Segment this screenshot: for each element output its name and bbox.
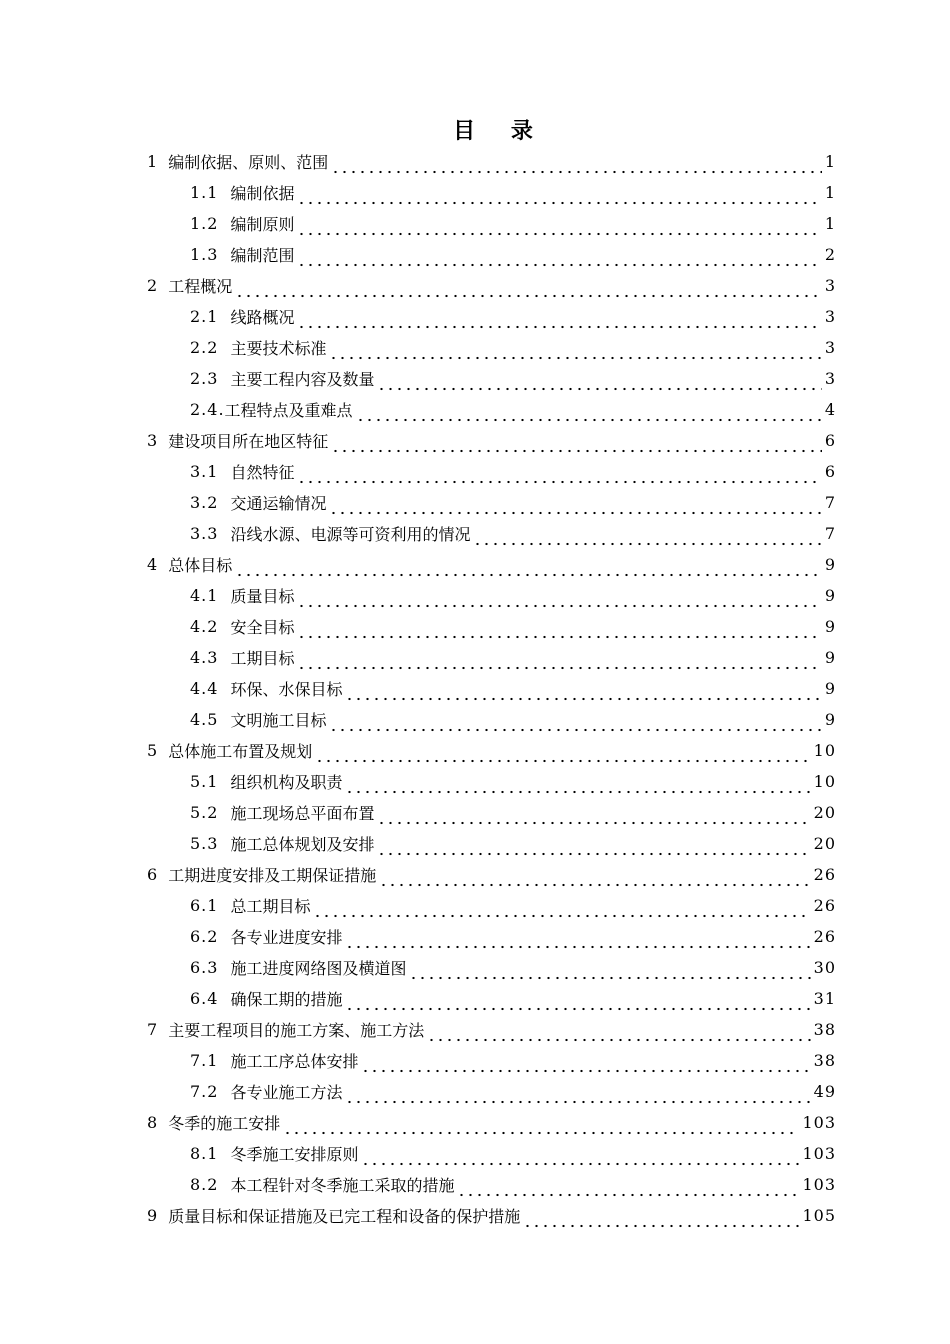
toc-entry-page-number: 105 bbox=[802, 1206, 836, 1225]
toc-entry[interactable] bbox=[0, 704, 836, 735]
toc-dot-leader bbox=[345, 685, 821, 701]
toc-dot-leader bbox=[345, 778, 810, 794]
toc-entry[interactable] bbox=[0, 1138, 836, 1169]
toc-entry-number: 7 bbox=[147, 1020, 159, 1039]
toc-entry[interactable] bbox=[0, 673, 836, 704]
toc-dot-leader bbox=[356, 406, 822, 422]
toc-entry-page-number: 6 bbox=[824, 462, 836, 481]
toc-entry-page-number: 20 bbox=[813, 803, 836, 822]
toc-entry-title: 各专业进度安排 bbox=[230, 928, 343, 947]
toc-entry-title: 编制范围 bbox=[230, 246, 295, 265]
toc-entry-page-number: 38 bbox=[813, 1051, 836, 1070]
toc-dot-leader bbox=[379, 871, 810, 887]
toc-dot-leader bbox=[315, 747, 810, 763]
toc-entry-number: 8.1 bbox=[190, 1144, 219, 1163]
toc-dot-leader bbox=[297, 654, 821, 670]
toc-entry-number: 7.2 bbox=[190, 1082, 219, 1101]
toc-entry[interactable] bbox=[0, 363, 836, 394]
toc-title: 目 录 bbox=[453, 119, 547, 144]
toc-entry-number: 8.2 bbox=[190, 1175, 219, 1194]
toc-entry-page-number: 1 bbox=[824, 214, 836, 233]
toc-dot-leader bbox=[473, 530, 821, 546]
toc-entry-number: 4.5 bbox=[190, 710, 219, 729]
toc-entry-title: 总体施工布置及规划 bbox=[168, 742, 313, 761]
toc-entry-title: 沿线水源、电源等可资利用的情况 bbox=[230, 525, 471, 544]
toc-entry-number: 4 bbox=[147, 555, 159, 574]
toc-list bbox=[0, 146, 950, 1231]
toc-dot-leader bbox=[377, 840, 810, 856]
toc-entry[interactable] bbox=[0, 735, 836, 766]
toc-entry-title: 工程特点及重难点 bbox=[224, 401, 353, 420]
toc-dot-leader bbox=[297, 251, 821, 267]
toc-dot-leader bbox=[313, 902, 810, 918]
toc-entry-number: 1.1 bbox=[190, 183, 219, 202]
toc-entry-title: 安全目标 bbox=[230, 618, 295, 637]
toc-entry[interactable] bbox=[0, 394, 836, 425]
toc-entry-title: 自然特征 bbox=[230, 463, 295, 482]
toc-entry[interactable] bbox=[0, 487, 836, 518]
toc-entry-number: 4.4 bbox=[190, 679, 219, 698]
toc-entry[interactable] bbox=[0, 425, 836, 456]
toc-entry-number: 6.1 bbox=[190, 896, 219, 915]
toc-entry-number: 2.4. bbox=[190, 400, 225, 419]
toc-dot-leader bbox=[331, 437, 822, 453]
toc-entry[interactable] bbox=[0, 611, 836, 642]
toc-entry[interactable] bbox=[0, 952, 836, 983]
toc-entry-title: 本工程针对冬季施工采取的措施 bbox=[230, 1176, 455, 1195]
toc-entry[interactable] bbox=[0, 1014, 836, 1045]
toc-dot-leader bbox=[377, 809, 810, 825]
toc-entry-title: 组织机构及职责 bbox=[230, 773, 343, 792]
toc-entry-page-number: 9 bbox=[824, 679, 836, 698]
toc-dot-leader bbox=[345, 1088, 810, 1104]
toc-entry-title: 线路概况 bbox=[230, 308, 295, 327]
toc-entry-page-number: 9 bbox=[824, 586, 836, 605]
toc-entry-number: 1 bbox=[147, 152, 159, 171]
toc-entry-page-number: 9 bbox=[824, 710, 836, 729]
toc-entry-number: 1.3 bbox=[190, 245, 219, 264]
toc-entry-number: 8 bbox=[147, 1113, 159, 1132]
toc-entry[interactable] bbox=[0, 301, 836, 332]
toc-dot-leader bbox=[235, 282, 822, 298]
toc-entry-title: 交通运输情况 bbox=[230, 494, 327, 513]
toc-dot-leader bbox=[297, 220, 821, 236]
toc-entry-page-number: 103 bbox=[802, 1113, 836, 1132]
toc-dot-leader bbox=[409, 964, 810, 980]
toc-entry-page-number: 7 bbox=[824, 493, 836, 512]
toc-dot-leader bbox=[345, 995, 810, 1011]
toc-entry-title: 工期目标 bbox=[230, 649, 295, 668]
toc-entry-title: 施工现场总平面布置 bbox=[230, 804, 375, 823]
toc-entry-number: 6.4 bbox=[190, 989, 219, 1008]
toc-entry-page-number: 10 bbox=[813, 772, 836, 791]
toc-dot-leader bbox=[361, 1057, 810, 1073]
toc-entry-number: 6.2 bbox=[190, 927, 219, 946]
toc-entry-title: 施工工序总体安排 bbox=[230, 1052, 359, 1071]
toc-entry-title: 编制依据 bbox=[230, 184, 295, 203]
toc-entry-title: 环保、水保目标 bbox=[230, 680, 343, 699]
toc-entry-number: 7.1 bbox=[190, 1051, 219, 1070]
toc-dot-leader bbox=[297, 313, 821, 329]
toc-entry-page-number: 9 bbox=[824, 555, 836, 574]
toc-entry[interactable] bbox=[0, 270, 836, 301]
toc-entry-title: 编制依据、原则、范围 bbox=[168, 153, 329, 172]
toc-dot-leader bbox=[329, 499, 821, 515]
toc-entry-page-number: 38 bbox=[813, 1020, 836, 1039]
toc-entry-title: 编制原则 bbox=[230, 215, 295, 234]
toc-entry-number: 2.2 bbox=[190, 338, 219, 357]
toc-entry[interactable] bbox=[0, 1169, 836, 1200]
toc-entry[interactable] bbox=[0, 642, 836, 673]
toc-entry-number: 3.2 bbox=[190, 493, 219, 512]
toc-dot-leader bbox=[523, 1212, 799, 1228]
toc-dot-leader bbox=[297, 623, 821, 639]
toc-entry-title: 质量目标和保证措施及已完工程和设备的保护措施 bbox=[168, 1207, 521, 1226]
toc-entry-page-number: 9 bbox=[824, 617, 836, 636]
toc-dot-leader bbox=[331, 158, 822, 174]
toc-entry[interactable] bbox=[0, 177, 836, 208]
toc-entry-title: 质量目标 bbox=[230, 587, 295, 606]
toc-dot-leader bbox=[361, 1150, 799, 1166]
toc-entry-title: 各专业施工方法 bbox=[230, 1083, 343, 1102]
toc-entry-page-number: 20 bbox=[813, 834, 836, 853]
toc-entry-title: 施工进度网络图及横道图 bbox=[230, 959, 407, 978]
toc-entry-page-number: 3 bbox=[824, 338, 836, 357]
toc-entry[interactable] bbox=[0, 797, 836, 828]
toc-dot-leader bbox=[329, 716, 821, 732]
toc-entry-number: 2 bbox=[147, 276, 159, 295]
toc-entry[interactable] bbox=[0, 828, 836, 859]
toc-entry-title: 冬季的施工安排 bbox=[168, 1114, 281, 1133]
toc-entry-number: 4.1 bbox=[190, 586, 219, 605]
toc-entry[interactable] bbox=[0, 1107, 836, 1138]
toc-entry-page-number: 9 bbox=[824, 648, 836, 667]
toc-entry-title: 建设项目所在地区特征 bbox=[168, 432, 329, 451]
toc-entry-page-number: 6 bbox=[824, 431, 836, 450]
toc-entry-title: 冬季施工安排原则 bbox=[230, 1145, 359, 1164]
toc-entry[interactable] bbox=[0, 1200, 836, 1231]
toc-entry-number: 2.1 bbox=[190, 307, 219, 326]
toc-entry-page-number: 4 bbox=[824, 400, 836, 419]
toc-entry[interactable] bbox=[0, 239, 836, 270]
toc-entry-number: 3.1 bbox=[190, 462, 219, 481]
toc-entry-number: 4.2 bbox=[190, 617, 219, 636]
toc-entry-number: 5.2 bbox=[190, 803, 219, 822]
toc-entry-title: 总工期目标 bbox=[230, 897, 311, 916]
toc-entry[interactable] bbox=[0, 208, 836, 239]
toc-entry-page-number: 1 bbox=[824, 152, 836, 171]
toc-entry[interactable] bbox=[0, 1045, 836, 1076]
toc-entry-number: 6 bbox=[147, 865, 159, 884]
toc-entry[interactable] bbox=[0, 890, 836, 921]
toc-entry-title: 主要技术标准 bbox=[230, 339, 327, 358]
toc-entry[interactable] bbox=[0, 983, 836, 1014]
toc-entry[interactable] bbox=[0, 146, 836, 177]
toc-dot-leader bbox=[235, 561, 822, 577]
toc-entry-number: 4.3 bbox=[190, 648, 219, 667]
toc-dot-leader bbox=[457, 1181, 799, 1197]
toc-entry-page-number: 49 bbox=[813, 1082, 836, 1101]
toc-dot-leader bbox=[297, 189, 821, 205]
toc-entry-title: 工程概况 bbox=[168, 277, 233, 296]
toc-entry-page-number: 31 bbox=[813, 989, 836, 1008]
toc-entry-number: 3 bbox=[147, 431, 159, 450]
toc-entry-page-number: 26 bbox=[813, 927, 836, 946]
toc-entry-number: 5.3 bbox=[190, 834, 219, 853]
toc-entry[interactable] bbox=[0, 456, 836, 487]
toc-entry-number: 5 bbox=[147, 741, 159, 760]
toc-entry[interactable] bbox=[0, 549, 836, 580]
toc-entry[interactable] bbox=[0, 1076, 836, 1107]
toc-entry-page-number: 26 bbox=[813, 896, 836, 915]
toc-entry-title: 确保工期的措施 bbox=[230, 990, 343, 1009]
toc-entry-title: 主要工程内容及数量 bbox=[230, 370, 375, 389]
toc-entry[interactable] bbox=[0, 766, 836, 797]
toc-entry-page-number: 7 bbox=[824, 524, 836, 543]
toc-entry-number: 9 bbox=[147, 1206, 159, 1225]
toc-entry-number: 6.3 bbox=[190, 958, 219, 977]
toc-entry-title: 文明施工目标 bbox=[230, 711, 327, 730]
toc-entry-title: 工期进度安排及工期保证措施 bbox=[168, 866, 377, 885]
toc-entry-number: 3.3 bbox=[190, 524, 219, 543]
toc-entry-number: 1.2 bbox=[190, 214, 219, 233]
toc-entry-page-number: 3 bbox=[824, 276, 836, 295]
toc-dot-leader bbox=[283, 1119, 799, 1135]
toc-entry-page-number: 3 bbox=[824, 369, 836, 388]
toc-entry-number: 5.1 bbox=[190, 772, 219, 791]
toc-entry-page-number: 10 bbox=[813, 741, 836, 760]
toc-dot-leader bbox=[297, 468, 821, 484]
toc-dot-leader bbox=[427, 1026, 810, 1042]
toc-entry-page-number: 103 bbox=[802, 1144, 836, 1163]
toc-dot-leader bbox=[297, 592, 821, 608]
toc-entry-page-number: 103 bbox=[802, 1175, 836, 1194]
toc-entry-page-number: 1 bbox=[824, 183, 836, 202]
toc-entry-title: 主要工程项目的施工方案、施工方法 bbox=[168, 1021, 425, 1040]
toc-dot-leader bbox=[345, 933, 810, 949]
toc-entry[interactable] bbox=[0, 332, 836, 363]
toc-entry-page-number: 30 bbox=[813, 958, 836, 977]
toc-entry-page-number: 2 bbox=[824, 245, 836, 264]
toc-entry-page-number: 3 bbox=[824, 307, 836, 326]
toc-entry-page-number: 26 bbox=[813, 865, 836, 884]
toc-entry-title: 总体目标 bbox=[168, 556, 233, 575]
toc-entry-number: 2.3 bbox=[190, 369, 219, 388]
toc-entry[interactable] bbox=[0, 859, 836, 890]
toc-entry[interactable] bbox=[0, 921, 836, 952]
toc-dot-leader bbox=[329, 344, 821, 360]
toc-entry[interactable] bbox=[0, 518, 836, 549]
toc-entry-title: 施工总体规划及安排 bbox=[230, 835, 375, 854]
toc-entry[interactable] bbox=[0, 580, 836, 611]
toc-dot-leader bbox=[377, 375, 821, 391]
